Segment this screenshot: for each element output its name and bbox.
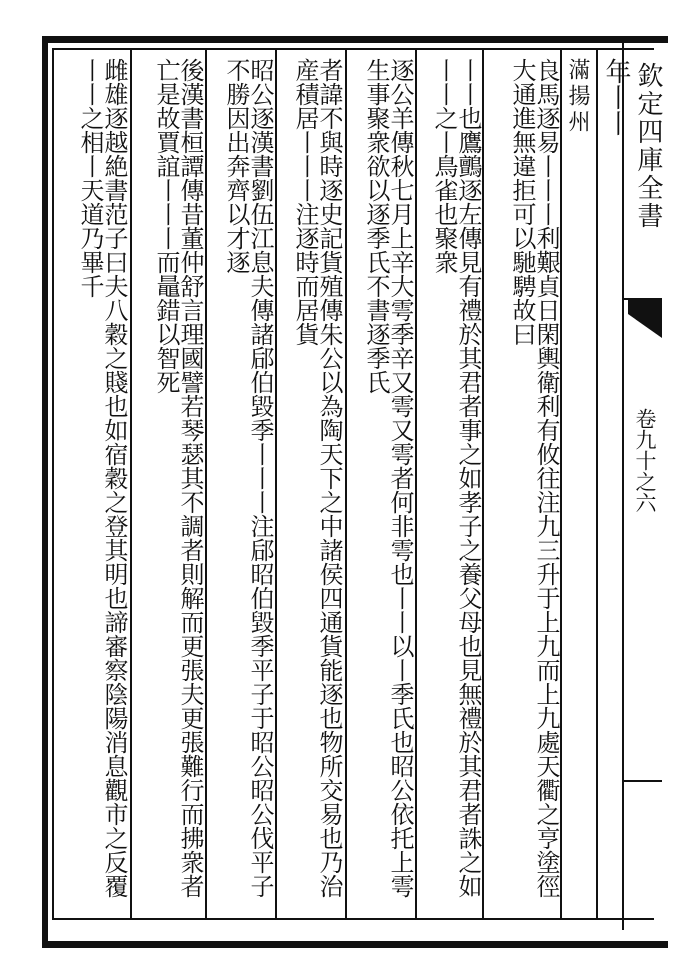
text-column-9: 雌雄逐越絶書范子曰夫八穀之賤也如宿穀之登其明也諦審察陰陽消息觀市之反覆丨丨之相丨天道乃畢千: [76, 58, 128, 898]
text-column-3: 良馬逐易丨丨丨利艱貞日閑輿衛利有攸往注九三升于上九而上九處天衢之亨塗徑大通進無違拒可以馳騁故曰: [508, 58, 560, 898]
column-rule: [560, 48, 562, 918]
column-rule: [345, 48, 347, 918]
fold-juan-label: 卷九十之六: [633, 408, 657, 513]
text-column-7: 昭公逐漢書劉伍江息夫傳諸郈伯毀季丨丨丨注郈昭伯毀季平子于昭公昭公伐平子不勝因出奔齊以才逐: [222, 58, 274, 898]
text-column-4: 丨丨也鷹鸇逐左傳見有禮於其君者事之如孝子之養父母也見無禮於其君者誅之如丨丨之丨鳥雀也聚衆: [430, 58, 482, 898]
text-column-6: 者諱不與時逐史記貨殖傳朱公以為陶天下之中諸侯四通貨能逐也物所交易也乃治産積居丨丨丨注逐時而居貨: [291, 58, 343, 898]
text-column-5: 逐公羊傳秋七月上辛大雩季辛又雩又雩者何非雩也丨丨以丨季氏也昭公依托上雩生事聚衆欲以逐季氏不書逐季氏: [362, 58, 414, 898]
column-rule: [275, 48, 277, 918]
column-rule: [130, 48, 132, 918]
text-column-2: 滿揚州: [565, 58, 590, 136]
column-rule: [415, 48, 417, 918]
fold-rule: [624, 780, 662, 782]
column-rule: [482, 48, 484, 918]
text-column-8: 後漢書桓譚傳昔董仲舒言理國譬若琴瑟其不調者則解而更張夫更張難行而拂衆者亡是故賈誼丨丨丨而鼂錯以智死: [152, 58, 204, 898]
fold-rule: [624, 298, 662, 300]
column-rule: [596, 48, 598, 918]
text-column-1: 年丨丨: [601, 58, 631, 136]
column-rule: [205, 48, 207, 918]
fold-book-title: 欽定四庫全書: [633, 62, 663, 230]
fish-tail-icon: [628, 300, 662, 338]
